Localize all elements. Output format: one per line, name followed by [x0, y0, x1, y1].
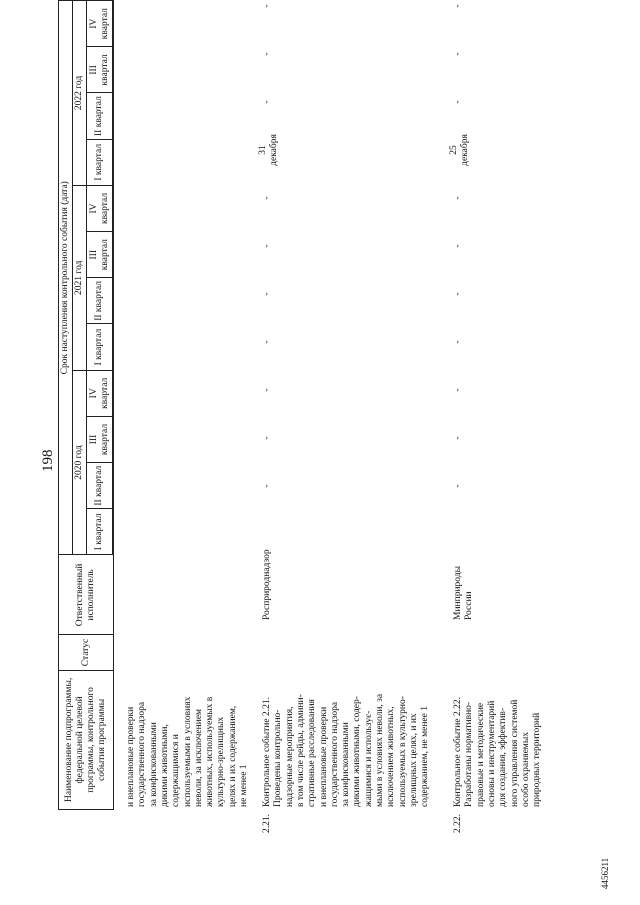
q3-2022: III квартал: [87, 47, 113, 93]
row-number: 2.21.: [262, 814, 272, 833]
text-line: используемых в культурно-: [397, 696, 408, 807]
header-year-2020: 2020 год: [73, 370, 87, 555]
text-line: животных, используемых в: [205, 696, 216, 807]
document-code: 4456211: [600, 857, 610, 889]
quarter-value: -: [453, 340, 463, 344]
q3-2020: III квартал: [87, 416, 113, 462]
quarter-value: -: [453, 292, 463, 296]
text-line: не менее 1: [239, 764, 249, 807]
text-line: культурно-зрелищных: [216, 716, 227, 807]
schedule-table-header: [58, 0, 114, 810]
text-line: надзорные мероприятия,: [284, 706, 295, 807]
text-line: государственного надзора: [137, 701, 148, 807]
q4-2021: IV квартал: [87, 185, 113, 231]
q4-2022: IV квартал: [87, 1, 113, 47]
quarter-value: -: [262, 244, 272, 248]
q3-2021: III квартал: [87, 232, 113, 278]
quarter-value-date: 25 декабря: [449, 134, 470, 166]
quarter-value-date: 31 декабря: [258, 134, 279, 166]
header-year-2022: 2022 год: [73, 1, 87, 186]
quarter-value: -: [453, 52, 463, 56]
q4-2020: IV квартал: [87, 370, 113, 416]
q2-2022: II квартал: [87, 93, 113, 139]
text-line: Проведены контрольно-: [273, 709, 284, 807]
text-line: стративные расследования: [307, 699, 318, 807]
row-2-21: [258, 4, 442, 833]
header-deadline: Срок наступления контрольного события (дата): [59, 1, 73, 556]
header-status: Статус: [59, 635, 114, 670]
text-line: зрелищных целях, и их: [408, 713, 419, 807]
text-line: неволи, за исключением: [193, 708, 204, 807]
text-line: содержащимися и: [171, 734, 182, 807]
text-line: дикими животными,: [159, 724, 170, 807]
q2-2021: II квартал: [87, 278, 113, 324]
header-name: Наименование подпрограммы, федеральной целевой программы, контрольного события программы: [59, 670, 114, 809]
row-number: 2.22.: [453, 814, 463, 833]
text-line: ного управления системой: [509, 699, 520, 807]
text-line: Контрольное событие 2.21.: [262, 697, 272, 807]
q1-2021: I квартал: [87, 324, 113, 370]
text-line: природных территорий: [532, 712, 543, 807]
quarter-value: -: [262, 196, 272, 200]
q1-2022: I квартал: [87, 139, 113, 185]
text-line: за конфискованными: [341, 722, 352, 807]
text-line: за конфискованными: [148, 722, 159, 807]
text-line: Контрольное событие 2.22.: [453, 697, 463, 807]
executor: Росприроднадзор: [262, 549, 272, 620]
header-executor: Ответственный исполнитель: [59, 555, 114, 635]
quarter-value: -: [262, 340, 272, 344]
text-line: Разработаны нормативно-: [464, 701, 475, 807]
text-line: и внеплановые проверки: [318, 706, 329, 807]
text-line: жащимися и использує-: [363, 710, 374, 807]
executor: России: [464, 591, 475, 620]
page-number: 198: [40, 449, 56, 472]
text-line: для создания, эффектив-: [498, 707, 509, 807]
text-line: государственного надзора: [329, 701, 340, 807]
text-line: целях и их содержанием,: [227, 705, 238, 807]
quarter-value: -: [453, 196, 463, 200]
text-line: дикими животными, содер-: [352, 696, 363, 807]
quarter-value: -: [453, 244, 463, 248]
text-line: содержанием, не менее 1: [420, 706, 431, 807]
quarter-value: -: [453, 484, 463, 488]
q2-2020: II квартал: [87, 463, 113, 509]
executor: Минприроды: [453, 566, 463, 620]
quarter-value: -: [262, 100, 272, 104]
header-year-2021: 2021 год: [73, 185, 87, 370]
quarter-value: -: [453, 100, 463, 104]
text-line: мыми в условиях неволи, за: [375, 693, 385, 807]
text-line: исключением животных,: [386, 706, 397, 807]
quarter-value: -: [262, 4, 272, 8]
text-line: в том числе рейды, админи-: [295, 694, 306, 807]
quarter-value: -: [453, 436, 463, 440]
text-line: и внеплановые проверки: [126, 706, 136, 807]
quarter-value: -: [262, 292, 272, 296]
quarter-value: -: [262, 436, 272, 440]
quarter-value: -: [453, 388, 463, 392]
text-line: основы и инструментарий: [486, 700, 497, 807]
row-2-22: [449, 4, 553, 833]
text-line: используемыми в условиях: [182, 696, 193, 807]
quarter-value: -: [453, 4, 463, 8]
quarter-value: -: [262, 52, 272, 56]
q1-2020: I квартал: [87, 509, 113, 555]
quarter-value: -: [262, 388, 272, 392]
text-line: особо охраняемых: [520, 732, 531, 807]
quarter-value: -: [262, 484, 272, 488]
text-line: правовые и методические: [475, 702, 486, 807]
